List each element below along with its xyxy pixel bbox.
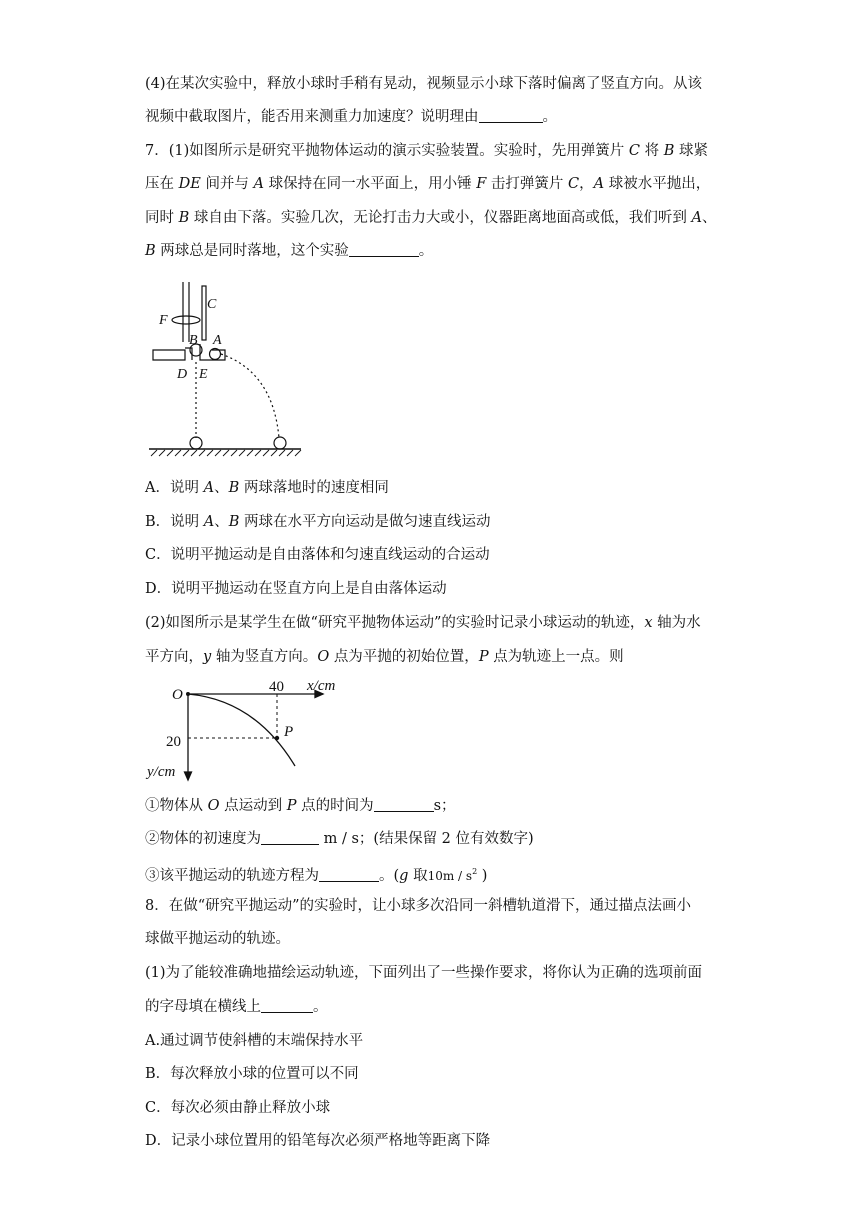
- option-text: B．每次释放小球的位置可以不同: [145, 1066, 359, 1082]
- option-letter: A．: [145, 480, 170, 496]
- text: 球紧: [678, 143, 708, 159]
- text: 7．(1)如图所示是研究平抛物体运动的演示实验装置。实验时，先用弹簧片: [145, 143, 625, 159]
- text: 球被水平抛出，: [608, 176, 711, 192]
- text: ③该平抛运动的轨迹方程为: [145, 867, 319, 884]
- text: 。: [542, 109, 557, 125]
- q8-option-c[interactable]: [145, 1098, 330, 1118]
- text: 球自由下落。实验几次，无论打击力大或小，仪器距离地面高或低，我们听到: [193, 210, 687, 226]
- q8-option-b[interactable]: [145, 1064, 359, 1084]
- var: g: [399, 867, 409, 884]
- label-f: F: [159, 313, 168, 328]
- var: A: [203, 480, 215, 496]
- option-text: C．每次必须由静止释放小球: [145, 1100, 331, 1116]
- text: 球保持在同一水平面上，用小锤: [268, 176, 472, 192]
- var: y: [203, 649, 212, 665]
- var: O: [207, 798, 220, 814]
- origin-point: [186, 692, 190, 696]
- text: ，: [579, 176, 594, 192]
- var: B: [145, 243, 156, 259]
- q7-p1-line4: [145, 241, 433, 261]
- y-tick-20: 20: [166, 734, 181, 750]
- text: 点为平抛的初始位置，: [333, 649, 479, 665]
- text: 说明平抛运动在竖直方向上是自由落体运动: [171, 581, 447, 597]
- answer-blank[interactable]: [349, 242, 419, 257]
- text: 取: [413, 867, 428, 884]
- var: A: [691, 210, 702, 226]
- var: A: [593, 176, 605, 192]
- text: 两球在水平方向运动是做匀速直线运动: [244, 514, 491, 530]
- q7-sub3: [145, 862, 487, 886]
- text: s；: [433, 798, 456, 814]
- q8-p1-line1: [145, 963, 702, 983]
- unit: m / s: [323, 831, 359, 847]
- trajectory-figure: [145, 676, 345, 784]
- platform-left: [153, 350, 185, 360]
- q7-option-d[interactable]: [145, 579, 447, 599]
- var: F: [476, 176, 487, 192]
- spring-plate-c: [202, 286, 206, 340]
- q8-line2: [145, 929, 290, 949]
- q7-p2-line1: [145, 613, 701, 633]
- option-letter: B．: [145, 514, 171, 530]
- point-p: [275, 736, 279, 740]
- var: B: [228, 480, 240, 496]
- text: 、: [214, 480, 229, 496]
- q6-part4-line1: [145, 74, 702, 94]
- text: 说明: [169, 480, 199, 496]
- text: 点为轨迹上一点。则: [493, 649, 624, 665]
- text: 将: [644, 143, 660, 159]
- option-text: A.通过调节使斜槽的末端保持水平: [145, 1033, 364, 1049]
- text: (2)如图所示是某学生在做“研究平抛物体运动”的实验时记录小球运动的轨迹，: [145, 615, 645, 631]
- answer-blank[interactable]: [261, 830, 319, 845]
- q8-option-d[interactable]: [145, 1131, 490, 1151]
- var: B: [178, 210, 190, 226]
- hammer-f: [172, 316, 200, 324]
- x-axis-label: x/cm: [307, 678, 336, 694]
- text: 两球总是同时落地，这个实验: [160, 243, 349, 259]
- y-axis-label: y/cm: [147, 764, 176, 780]
- var: B: [663, 143, 675, 159]
- ground-hatch: [151, 450, 301, 456]
- var: A: [203, 514, 215, 530]
- text: (4)在某次实验中，释放小球时手稍有晃动，视频显示小球下落时偏离了竖直方向。从该: [145, 76, 703, 92]
- text: 击打弹簧片: [490, 176, 564, 192]
- text: ②物体的初速度为: [145, 831, 261, 847]
- text: 球做平抛运动的轨迹。: [145, 931, 290, 947]
- x-tick-40: 40: [269, 679, 284, 695]
- text: 的字母填在横线上: [145, 999, 261, 1015]
- label-c: C: [207, 297, 217, 312]
- label-d: D: [177, 367, 188, 382]
- q7-sub2: [145, 829, 534, 849]
- text: 视频中截取图片，能否用来测重力加速度？说明理由: [145, 109, 479, 125]
- ball-a-landed: [274, 437, 286, 449]
- text: 8．在做“研究平抛运动”的实验时，让小球多次沿同一斜槽轨道滑下，通过描点法画小: [145, 898, 692, 914]
- q7-p1-line2: [145, 174, 710, 194]
- label-b: B: [189, 333, 198, 348]
- text: (1)为了能较准确地描绘运动轨迹，下面列出了一些操作要求，将你认为正确的选项前面: [145, 965, 703, 981]
- q8-line1: [145, 896, 691, 916]
- q7-option-b[interactable]: [145, 512, 491, 532]
- label-p: P: [284, 724, 294, 740]
- text: 压在: [145, 176, 174, 192]
- var: DE: [178, 176, 201, 192]
- text: 平方向，: [145, 649, 203, 665]
- answer-blank[interactable]: [261, 998, 313, 1013]
- label-o: O: [172, 687, 183, 703]
- label-a: A: [213, 333, 222, 348]
- text: 轴为竖直方向。: [215, 649, 318, 665]
- text: 说明: [170, 514, 200, 530]
- option-letter: C．: [145, 547, 171, 563]
- q7-p2-line2: [145, 647, 624, 667]
- var: O: [317, 649, 330, 665]
- q7-sub1: [145, 796, 456, 816]
- q7-p1-line3: [145, 208, 716, 228]
- q7-option-c[interactable]: [145, 545, 490, 565]
- var: A: [253, 176, 265, 192]
- q8-p1-line2: [145, 997, 328, 1017]
- value: 10m / s: [427, 868, 473, 883]
- q7-p1-line1: [145, 141, 708, 161]
- trajectory-curve: [188, 694, 295, 766]
- text: 。: [418, 243, 434, 259]
- var: P: [286, 798, 297, 814]
- var: C: [628, 143, 640, 159]
- text: 同时: [145, 210, 174, 226]
- text: ；(结果保留 2 位有效数字): [358, 831, 534, 847]
- q7-option-a[interactable]: [145, 478, 389, 498]
- exponent: 2: [472, 867, 478, 876]
- text: ①物体从: [145, 798, 203, 814]
- option-letter: D．: [145, 581, 172, 597]
- var: B: [228, 514, 240, 530]
- text: 轴为水: [657, 615, 701, 631]
- text: 、: [701, 210, 717, 226]
- var: P: [478, 649, 489, 665]
- label-e: E: [199, 367, 208, 382]
- text: 。: [313, 999, 328, 1015]
- q6-part4-line2: [145, 107, 557, 127]
- answer-blank[interactable]: [319, 867, 379, 882]
- apparatus-figure: [145, 282, 305, 458]
- var: C: [568, 176, 580, 192]
- path-a: [221, 354, 279, 438]
- text: 间并与: [205, 176, 249, 192]
- text: 点运动到: [224, 798, 283, 814]
- answer-blank[interactable]: [479, 108, 543, 123]
- ball-b-landed: [190, 437, 202, 449]
- var: x: [644, 615, 653, 631]
- q8-option-a[interactable]: [145, 1031, 363, 1051]
- y-axis-arrow: [185, 772, 192, 780]
- text: 、: [214, 514, 229, 530]
- text: 两球落地时的速度相同: [243, 480, 389, 496]
- text: 点的时间为: [301, 798, 374, 814]
- text: 说明平抛运动是自由落体和匀速直线运动的合运动: [170, 547, 490, 563]
- text: 。(: [379, 867, 400, 884]
- text: ): [481, 867, 488, 884]
- option-text: D．记录小球位置用的铅笔每次必须严格地等距离下降: [145, 1133, 491, 1149]
- answer-blank[interactable]: [374, 797, 434, 812]
